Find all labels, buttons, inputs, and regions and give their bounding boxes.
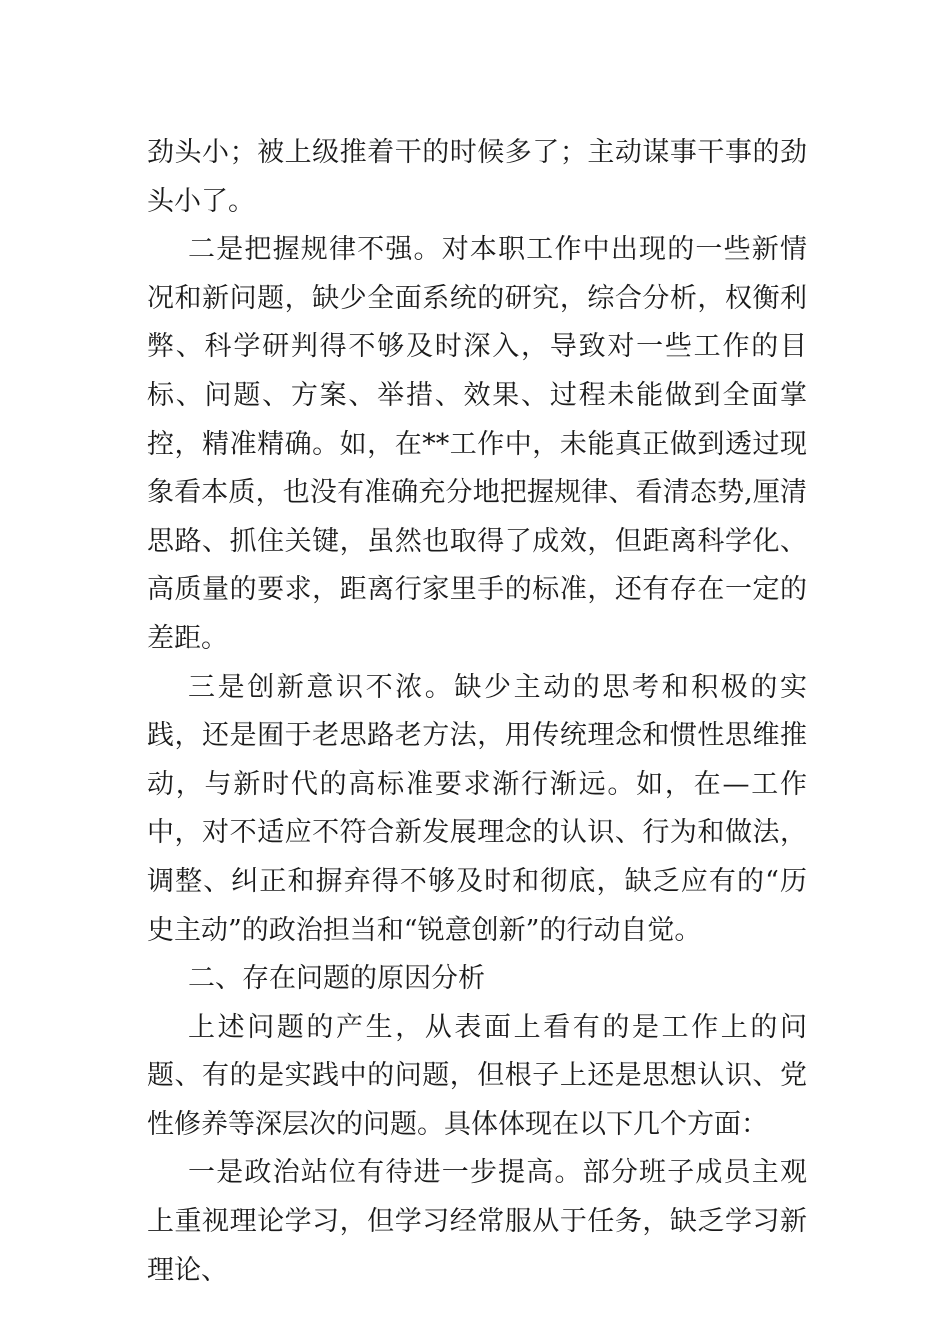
paragraph-point-three: 三是创新意识不浓。缺少主动的思考和积极的实践，还是囿于老思路老方法，用传统理念和惯性思维推动，与新时代的高标准要求渐行渐远。如，在—工作中，对不适应不符合新发展理念的认识、行为和做法，调整、纠正和摒弃得不够及时和彻底，缺乏应有的“历史主动”的政治担当和“锐意创新”的行动自觉。 — [147, 671, 807, 946]
paragraph-continuation: 劲头小；被上级推着干的时候多了；主动谋事干事的劲头小了。 — [147, 137, 807, 217]
paragraph-cause-one: 一是政治站位有待进一步提高。部分班子成员主观上重视理论学习，但学习经常服从于任务，缺乏学习新理论、 — [147, 1157, 807, 1286]
section-heading: 二、存在问题的原因分析 — [188, 963, 485, 995]
paragraph-section-intro: 上述问题的产生，从表面上看有的是工作上的问题、有的是实践中的问题，但根子上还是思想认识、党性修养等深层次的问题。具体体现在以下几个方面： — [147, 1011, 807, 1140]
paragraph-point-two: 二是把握规律不强。对本职工作中出现的一些新情况和新问题，缺少全面系统的研究，综合分析，权衡利弊、科学研判得不够及时深入，导致对一些工作的目标、问题、方案、举措、效果、过程未能做到全面掌控，精准精确。如，在**工作中，未能真正做到透过现象看本质，也没有准确充分地把握规律、看清态势,厘清思路、抓住关键，虽然也取得了成效，但距离科学化、高质量的要求，距离行家里手的标准，还有存在一定的差距。 — [147, 234, 807, 654]
document-body — [147, 129, 807, 1295]
